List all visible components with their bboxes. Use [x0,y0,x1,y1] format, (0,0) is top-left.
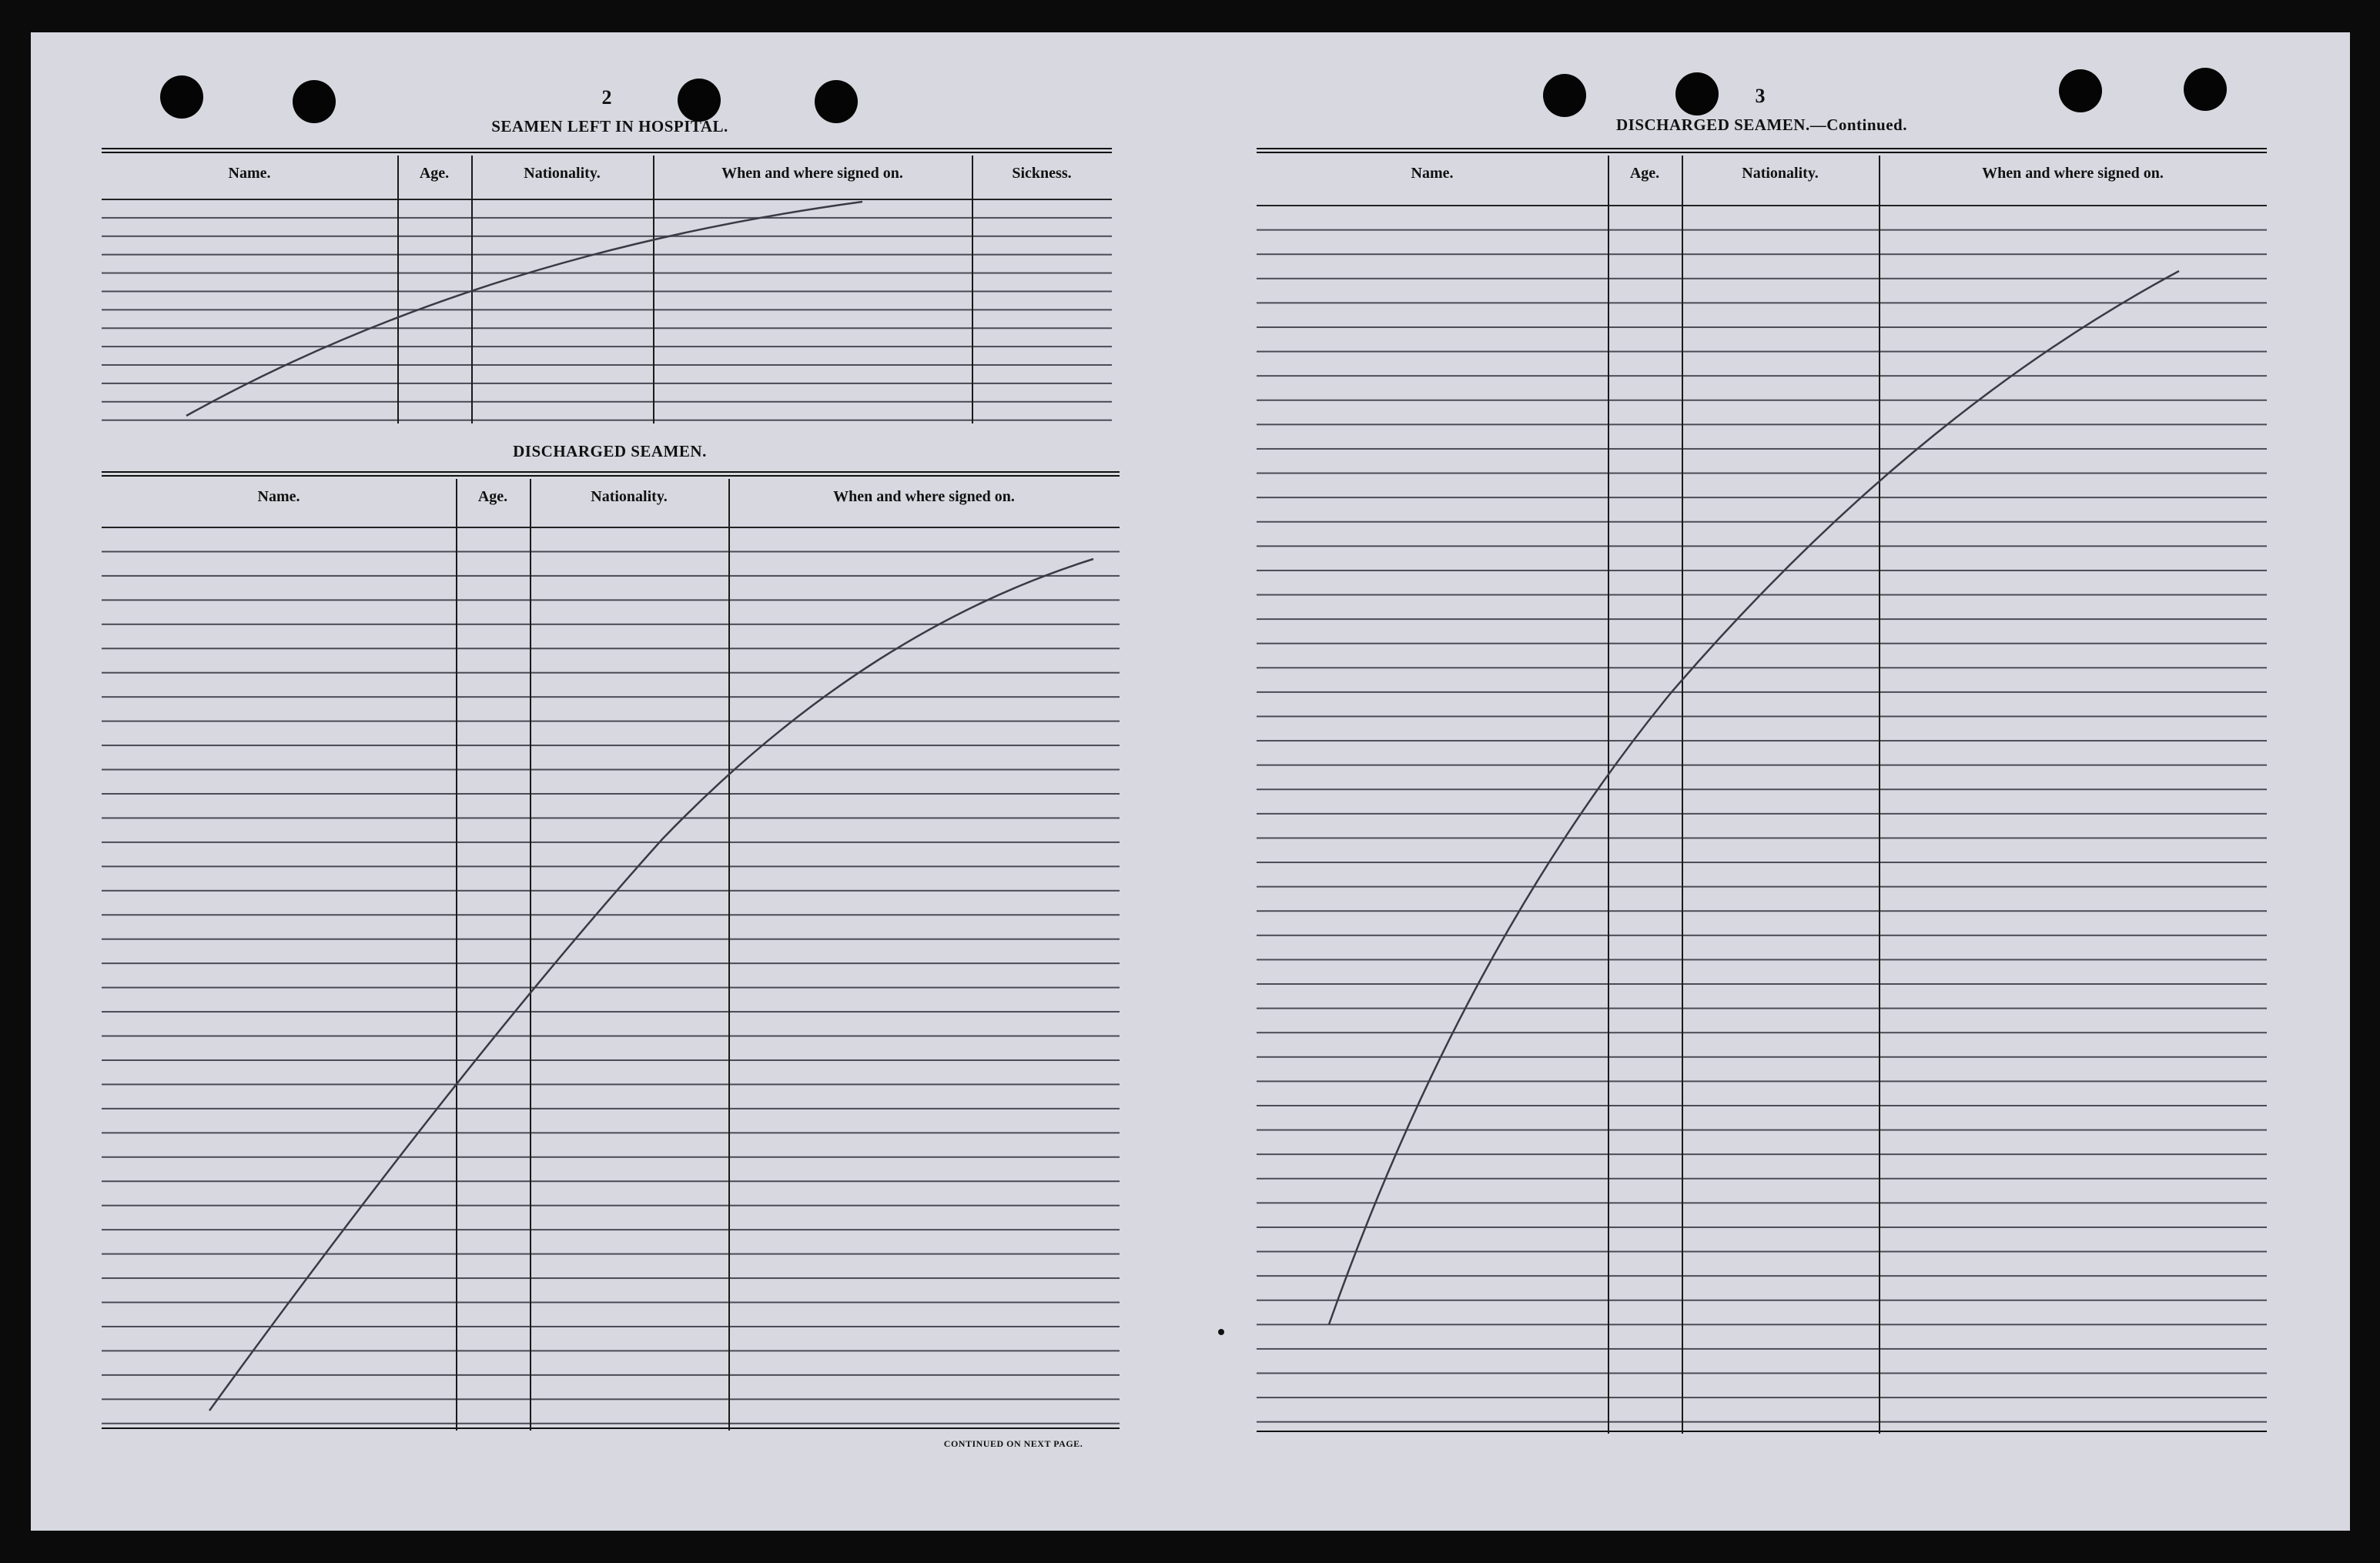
right-page-number: 3 [1755,85,1766,107]
discharged-col-name: Name. [257,488,300,505]
discharged-continued-title: DISCHARGED SEAMEN.—Continued. [1616,115,1907,134]
continued-col-age: Age. [1629,165,1660,182]
continued-col-signed-on: When and where signed on. [1982,165,2164,182]
left-page-number: 2 [601,86,612,109]
discharged-strike-mark [209,559,1093,1411]
hospital-section-title: SEAMEN LEFT IN HOSPITAL. [491,117,728,136]
continued-strike-mark [1329,271,2179,1324]
continued-footer: CONTINUED ON NEXT PAGE. [943,1438,1083,1449]
hospital-col-sickness: Sickness. [1012,165,1072,182]
discharged-col-age: Age. [477,488,508,505]
hospital-strike-mark [186,202,862,416]
discharged-col-signed-on: When and where signed on. [833,488,1015,505]
hospital-col-name: Name. [228,165,271,182]
continued-col-name: Name. [1411,165,1454,182]
hospital-col-nationality: Nationality. [524,165,601,182]
discharged-section-title: DISCHARGED SEAMEN. [513,442,707,460]
discharged-col-nationality: Nationality. [591,488,668,505]
hospital-col-age: Age. [419,165,450,182]
continued-col-nationality: Nationality. [1742,165,1819,182]
hospital-col-signed-on: When and where signed on. [721,165,903,182]
ink-dot [1218,1329,1224,1335]
